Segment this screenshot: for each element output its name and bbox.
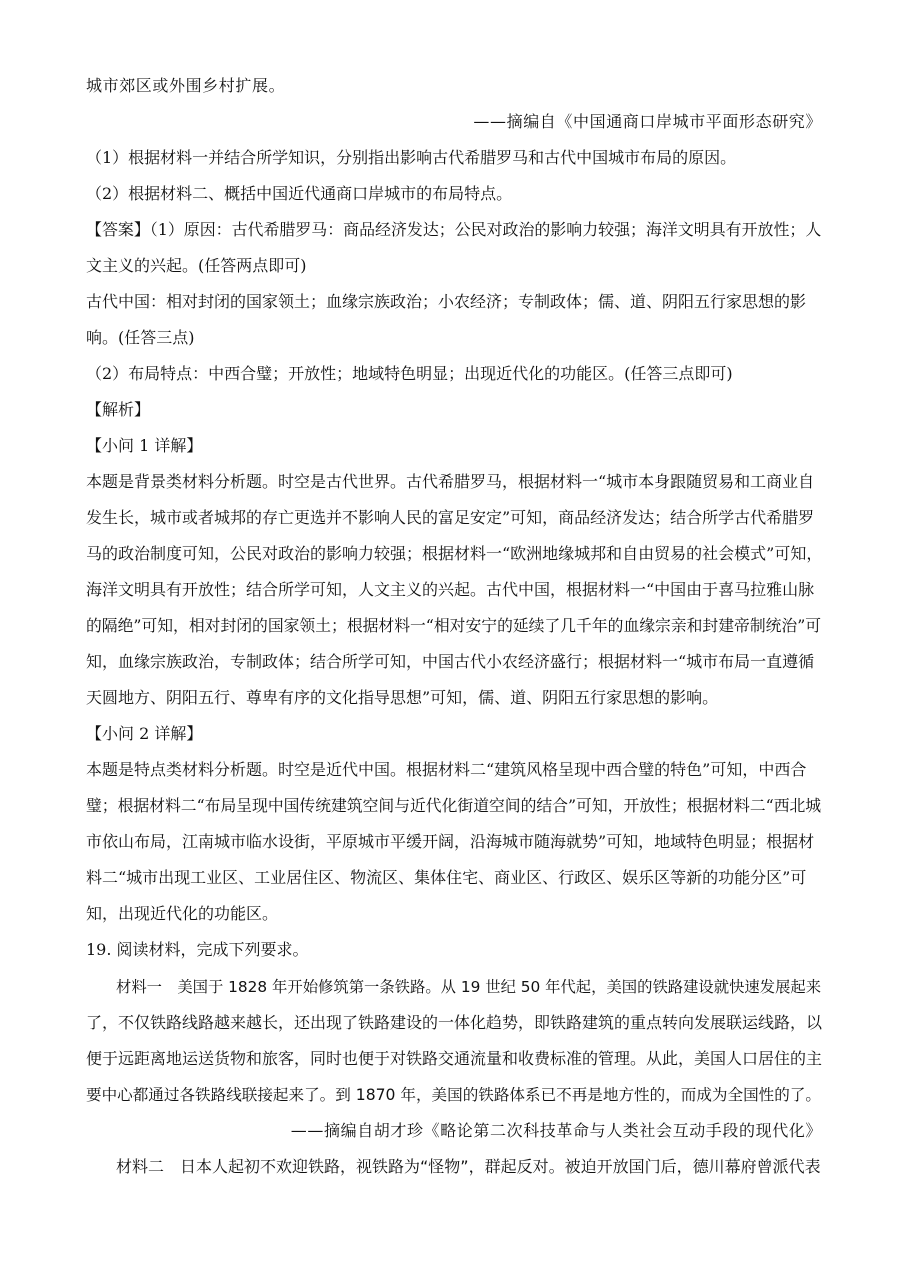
text-line: 马的政治制度可知，公民对政治的影响力较强；根据材料一“欧洲地缘城邦和自由贸易的社会模式”可知， (86, 544, 823, 563)
material-1-line: 便于远距离地运送货物和旅客，同时也便于对铁路交通流量和收费标准的管理。从此，美国人口居住的主 (86, 1049, 823, 1068)
text-line: 知，血缘宗族政治，专制政体；结合所学可知，中国古代小农经济盛行；根据材料一“城市布局一直遵循 (86, 652, 815, 671)
text-line: 发生长，城市或者城邦的存亡更选并不影响人民的富足安定”可知，商品经济发达；结合所学古代希腊罗 (86, 508, 815, 527)
analysis-heading: 【解析】 (86, 400, 151, 419)
text-line: 本题是特点类材料分析题。时空是近代中国。根据材料二“建筑风格呈现中西合璧的特色”可知，中西合 (86, 760, 807, 779)
text-line: 料二“城市出现工业区、工业居住区、物流区、集体住宅、商业区、行政区、娱乐区等新的功能分区”可 (86, 868, 807, 887)
question-1: （1）根据材料一并结合所学知识，分别指出影响古代希腊罗马和古代中国城市布局的原因。 (86, 148, 737, 167)
text-line: 天圆地方、阴阳五行、尊卑有序的文化指导思想”可知，儒、道、阴阳五行家思想的影响。 (86, 688, 719, 707)
text-line: 响。(任答三点) (86, 328, 195, 347)
subquestion-2-heading: 【小问 2 详解】 (86, 724, 203, 743)
source-citation: ——摘编自《中国通商口岸城市平面形态研究》 (473, 112, 822, 131)
text-line: 本题是背景类材料分析题。时空是古代世界。古代希腊罗马，根据材料一“城市本身跟随贸易和工商业自 (86, 472, 815, 491)
subquestion-1-heading: 【小问 1 详解】 (86, 436, 203, 455)
source-citation: ——摘编自胡才珍《略论第二次科技革命与人类社会互动手段的现代化》 (290, 1121, 822, 1140)
text-line: 城市郊区或外围乡村扩展。 (86, 76, 286, 95)
text-line: 市依山布局，江南城市临水设街，平原城市平缓开阔，沿海城市随海就势”可知，地域特色明显；根据材 (86, 832, 815, 851)
material-1-line: 材料一 美国于 1828 年开始修筑第一条铁路。从 19 世纪 50 年代起，美国的铁路建设就快速发展起来 (116, 978, 822, 996)
text-line: （2）布局特点：中西合璧；开放性；地域特色明显；出现近代化的功能区。(任答三点即可) (86, 364, 733, 383)
text-line: 古代中国：相对封闭的国家领土；血缘宗族政治；小农经济；专制政体；儒、道、阴阳五行家思想的影 (86, 292, 807, 311)
text-line: 的隔绝”可知，相对封闭的国家领土；根据材料一“相对安宁的延续了几千年的血缘宗亲和封建帝制统治”可 (86, 616, 822, 635)
text-line: 璧；根据材料二“布局呈现中国传统建筑空间与近代化街道空间的结合”可知，开放性；根据材料二“西北城 (86, 796, 822, 815)
material-2-line: 材料二 日本人起初不欢迎铁路，视铁路为“怪物”，群起反对。被迫开放国门后，德川幕府曾派代表 (116, 1157, 821, 1176)
material-1-line: 要中心都通过各铁路线联接起来了。到 1870 年，美国的铁路体系已不再是地方性的，而成为全国性的了。 (86, 1086, 821, 1104)
text-line: 知，出现近代化的功能区。 (86, 904, 279, 923)
answer-heading: 【答案】（1）原因：古代希腊罗马：商品经济发达；公民对政治的影响力较强；海洋文明具有开放性；人 (86, 220, 822, 239)
text-line: 文主义的兴起。(任答两点即可) (86, 256, 307, 275)
text-line: 海洋文明具有开放性；结合所学可知，人文主义的兴起。古代中国，根据材料一“中国由于喜马拉雅山脉 (86, 580, 815, 599)
material-1-line: 了，不仅铁路线路越来越长，还出现了铁路建设的一体化趋势，即铁路建筑的重点转向发展联运线路，以 (86, 1013, 823, 1032)
question-19-heading: 19. 阅读材料，完成下列要求。 (86, 940, 309, 959)
question-2: （2）根据材料二、概括中国近代通商口岸城市的布局特点。 (86, 184, 513, 203)
